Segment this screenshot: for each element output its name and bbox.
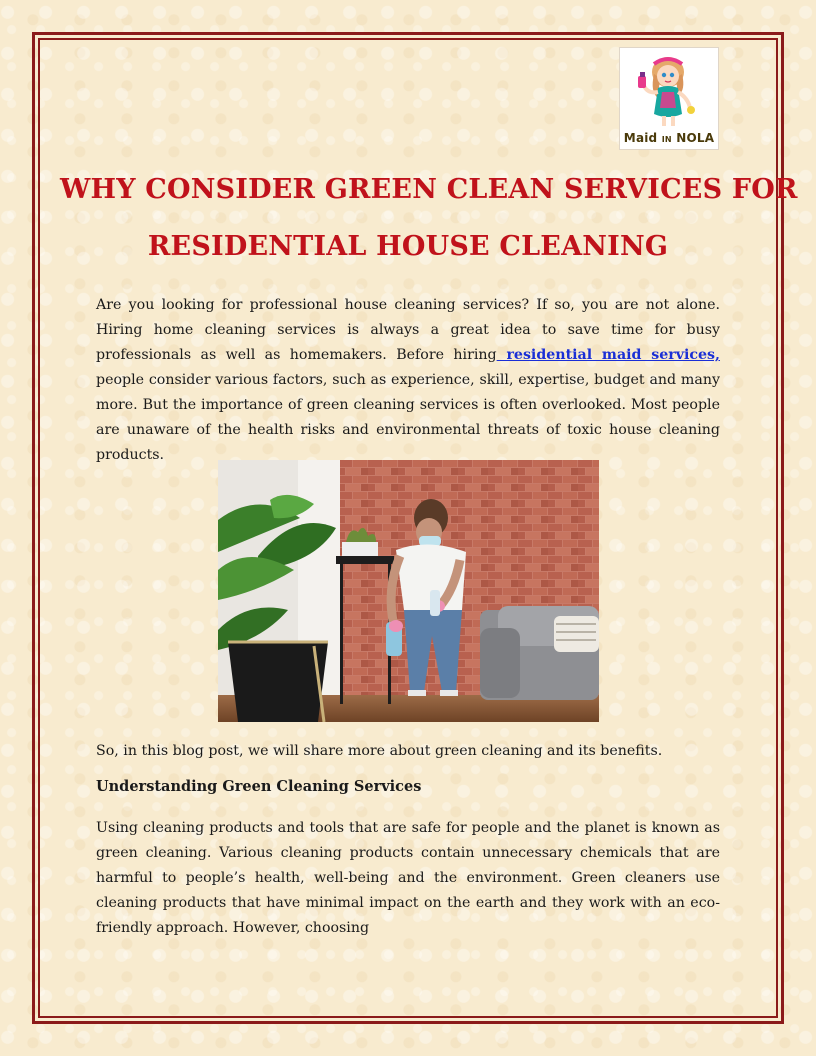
page-title-line-1: WHY CONSIDER GREEN CLEAN SERVICES FOR bbox=[60, 174, 798, 205]
section-heading: Understanding Green Cleaning Services bbox=[96, 778, 422, 795]
page-title-line-2: RESIDENTIAL HOUSE CLEANING bbox=[147, 231, 669, 262]
intro-paragraph bbox=[96, 293, 720, 468]
intro-text-end: people consider various factors, such as experience, skill, expertise, budget and many more. But the importance of green cleaning services is often overlooked. Most people are unaware of the health risks and environmental threats of toxic house cleaning products. bbox=[96, 372, 720, 463]
section-paragraph: Using cleaning products and tools that are safe for people and the planet is known as green cleaning. Various cleaning products contain unnecessary chemicals that are harmful to people’s health, well-being and the environment. Green cleaners use cleaning products that have minimal impact on the earth and they work with an eco-friendly approach. However, choosing bbox=[96, 820, 720, 936]
intro-text-start: Are you looking for professional house cleaning services? If so, you are not alone. Hiring home cleaning services is always a great idea to save time for busy professionals as well as homemakers. Before hiring bbox=[96, 297, 720, 363]
logo-text: Maid IN NOLA bbox=[623, 131, 715, 145]
blog-intro-sentence: So, in this blog post, we will share more about green cleaning and its benefits. bbox=[96, 743, 663, 759]
cleaning-woman-photo bbox=[218, 460, 599, 722]
maid-in-nola-logo bbox=[619, 47, 719, 150]
residential-maid-services-link[interactable]: residential maid services, bbox=[496, 347, 720, 363]
